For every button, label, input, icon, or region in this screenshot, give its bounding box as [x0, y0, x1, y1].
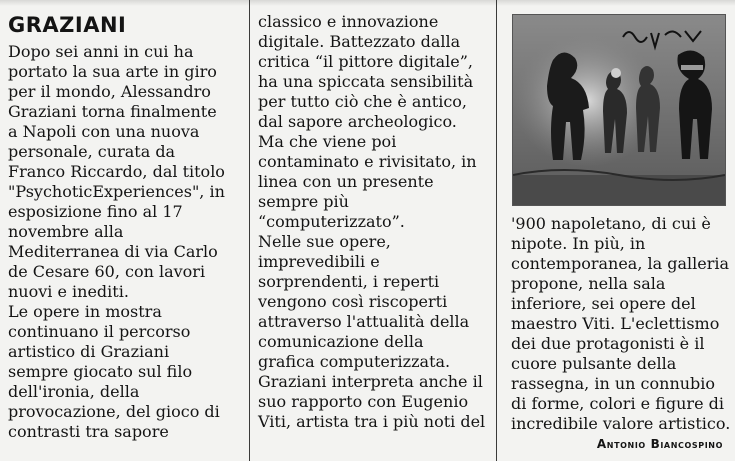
- article-text-line: digitale. Battezzato dalla: [258, 32, 461, 51]
- article-text-line: Graziani interpreta anche il: [258, 372, 483, 391]
- page-edge-bleed: [0, 0, 735, 6]
- article-text-line: inferiore, sei opere del: [511, 294, 696, 313]
- article-text-line: de Cesare 60, con lavori: [8, 262, 206, 281]
- article-text-line: portato la sua arte in giro: [8, 62, 217, 81]
- article-text-line: sempre più: [258, 192, 349, 211]
- article-text-line: incredibile valore artistico.: [511, 414, 731, 433]
- article-text-line: Graziani torna finalmente: [8, 102, 217, 121]
- artwork-image: [512, 14, 726, 206]
- article-text-line: Franco Riccardo, dal titolo: [8, 162, 225, 181]
- article-text-line: classico e innovazione: [258, 12, 439, 31]
- article-text-line: “computerizzato”.: [258, 212, 405, 231]
- byline-text: Antonio Biancospino: [596, 437, 723, 451]
- article-text-line: per il mondo, Alessandro: [8, 82, 211, 101]
- article-text-line: sempre giocato sul filo: [8, 362, 193, 381]
- article-text-line: '900 napoletano, di cui è: [511, 214, 711, 233]
- article-text-line: di forme, colori e figure di: [511, 394, 724, 413]
- article-column-3: [511, 214, 730, 434]
- article-headline: GRAZIANI: [8, 13, 127, 37]
- article-text-line: attraverso l'attualità della: [258, 312, 470, 331]
- article-column-1: [8, 12, 225, 442]
- article-text-line: Nelle sue opere,: [258, 232, 391, 251]
- article-text-line: per tutto ciò che è antico,: [258, 92, 467, 111]
- article-text-line: cuore pulsante della: [511, 354, 677, 373]
- article-text-line: esposizione fino al 17: [8, 202, 183, 221]
- article-text-line: propone, nella sala: [511, 274, 666, 293]
- column-divider: [249, 0, 250, 461]
- article-text-line: maestro Viti. L'eclettismo: [511, 314, 720, 333]
- article-text-line: continuano il percorso: [8, 322, 191, 341]
- article-text-line: nuovi e inediti.: [8, 282, 129, 301]
- article-text-line: dal sapore archeologico.: [258, 112, 457, 131]
- article-text-line: contrasti tra sapore: [8, 422, 169, 441]
- article-text-line: suo rapporto con Eugenio: [258, 392, 469, 411]
- article-text-line: linea con un presente: [258, 172, 434, 191]
- article-text-line: personale, curata da: [8, 142, 176, 161]
- article-column-2: [258, 12, 485, 432]
- article-text-line: nipote. In più, in: [511, 234, 646, 253]
- article-text-line: imprevedibili e: [258, 252, 380, 271]
- article-text-line: Ma che viene poi: [258, 132, 397, 151]
- article-text-line: vengono così riscoperti: [258, 292, 448, 311]
- article-text-line: ha una spiccata sensibilità: [258, 72, 474, 91]
- article-text-line: Viti, artista tra i più noti del: [258, 412, 486, 431]
- article-text-line: rassegna, in un connubio: [511, 374, 716, 393]
- article-text-line: sorprendenti, i reperti: [258, 272, 440, 291]
- article-text-line: a Napoli con una nuova: [8, 122, 200, 141]
- article-text-line: dell'ironia, della: [8, 382, 140, 401]
- article-text-line: contemporanea, la galleria: [511, 254, 730, 273]
- article-text-line: comunicazione della: [258, 332, 424, 351]
- article-byline: [597, 437, 723, 451]
- column-divider: [496, 0, 497, 461]
- article-text-line: dei due protagonisti è il: [511, 334, 705, 353]
- article-text-line: Le opere in mostra: [8, 302, 162, 321]
- article-text-line: Dopo sei anni in cui ha: [8, 42, 194, 61]
- article-text-line: "PsychoticExperiences", in: [8, 182, 225, 201]
- article-text-line: novembre alla: [8, 222, 124, 241]
- article-text-line: grafica computerizzata.: [258, 352, 451, 371]
- article-text-line: Mediterranea di via Carlo: [8, 242, 218, 261]
- article-text-line: contaminato e rivisitato, in: [258, 152, 477, 171]
- article-text-line: artistico di Graziani: [8, 342, 170, 361]
- article-text-line: provocazione, del gioco di: [8, 402, 220, 421]
- article-text-line: critica “il pittore digitale”,: [258, 52, 473, 71]
